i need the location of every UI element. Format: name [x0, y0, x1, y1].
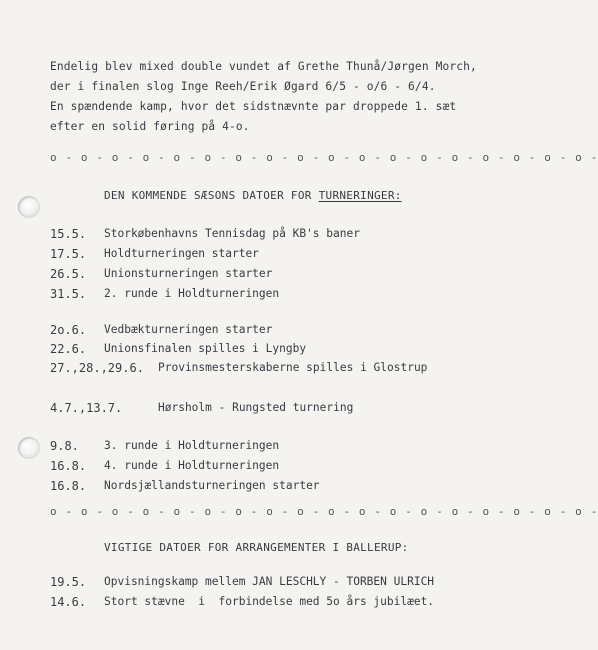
entry-date: 19.5.	[50, 575, 87, 589]
entry-date: 15.5.	[50, 227, 87, 241]
entry-date: 16.8.	[50, 479, 87, 493]
section2-heading: VIGTIGE DATOER FOR ARRANGEMENTER I BALLERUP:	[104, 541, 409, 554]
entry-date: 17.5.	[50, 247, 87, 261]
intro-line-4: efter en solid føring på 4-o.	[50, 120, 250, 133]
section1-heading	[104, 189, 402, 202]
entry-text: Storkøbenhavns Tennisdag på KB's baner	[104, 227, 360, 240]
entry-text: 2. runde i Holdturneringen	[104, 287, 280, 300]
entry-text: Stort stævne i forbindelse med 5o års jubilæet.	[104, 595, 435, 608]
entry-text: 3. runde i Holdturneringen	[104, 439, 280, 452]
entry-date: 2o.6.	[50, 323, 87, 337]
entry-text: Nordsjællandsturneringen starter	[104, 479, 320, 492]
entry-text: Holdturneringen starter	[104, 247, 259, 260]
entry-date: 14.6.	[50, 595, 87, 609]
punch-hole-bottom	[18, 437, 40, 459]
entry-text: Provinsmesterskaberne spilles i Glostrup	[158, 361, 428, 374]
intro-line-2: der i finalen slog Inge Reeh/Erik Øgard 6/5 - o/6 - 6/4.	[50, 80, 436, 93]
entry-text: Opvisningskamp mellem JAN LESCHLY - TORBEN ULRICH	[104, 575, 435, 588]
punch-hole-top	[18, 196, 40, 218]
section1-heading-prefix: DEN KOMMENDE SÆSONS DATOER FOR	[104, 189, 319, 202]
entry-date: 9.8.	[50, 439, 79, 453]
entry-text: 4. runde i Holdturneringen	[104, 459, 280, 472]
entry-text: Unionsfinalen spilles i Lyngby	[104, 342, 307, 355]
intro-line-1: Endelig blev mixed double vundet af Grethe Thunå/Jørgen Morch,	[50, 60, 477, 73]
separator-line-2: o - o - o - o - o - o - o - o - o - o - o - o - o - o - o - o - o - o -	[50, 505, 598, 518]
intro-line-3: En spændende kamp, hvor det sidstnævnte par droppede 1. sæt	[50, 100, 457, 113]
entry-date: 26.5.	[50, 267, 87, 281]
entry-date: 4.7.,13.7.	[50, 401, 123, 415]
entry-text: Unionsturneringen starter	[104, 267, 273, 280]
entry-date: 31.5.	[50, 287, 87, 301]
separator-line-1: o - o - o - o - o - o - o - o - o - o - o - o - o - o - o - o - o - o -	[50, 151, 598, 164]
entry-text: Hørsholm - Rungsted turnering	[158, 401, 354, 414]
entry-date: 22.6.	[50, 342, 87, 356]
entry-date: 16.8.	[50, 459, 87, 473]
entry-text: Vedbækturneringen starter	[104, 323, 273, 336]
entry-date: 27.,28.,29.6.	[50, 361, 144, 375]
section1-heading-underlined: TURNERINGER:	[318, 189, 402, 202]
